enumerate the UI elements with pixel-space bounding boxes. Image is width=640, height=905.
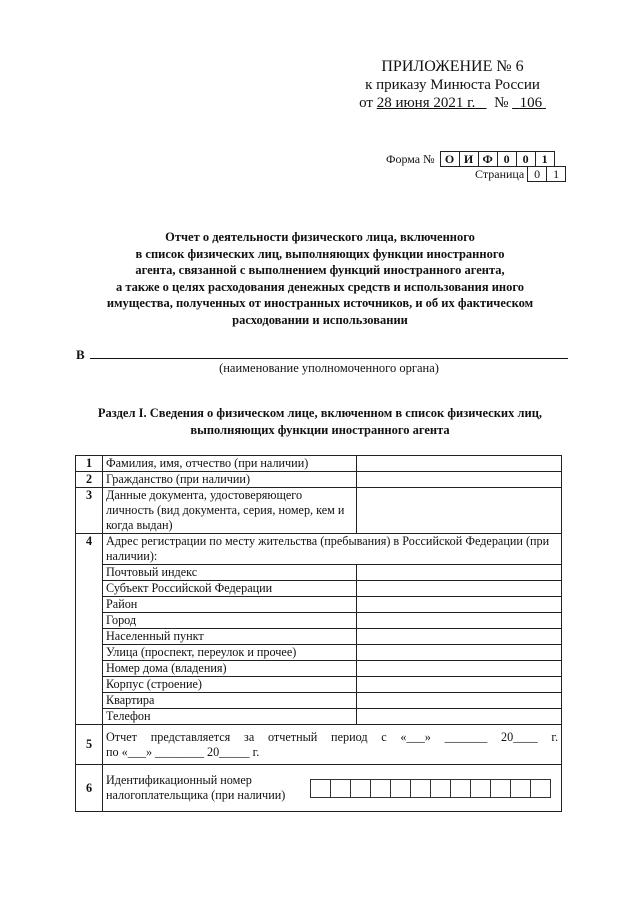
- inn-digit-cell[interactable]: [430, 780, 450, 797]
- inn-digit-cell[interactable]: [390, 780, 410, 797]
- address-row: Почтовый индекс: [76, 565, 562, 581]
- table-row: 5 Отчет представляется за отчетный период с «___» _______ 20____ г. по «___» ________ 20_____ г.: [76, 725, 562, 765]
- page-number-cell: 0: [527, 166, 547, 182]
- appendix-title: ПРИЛОЖЕНИЕ № 6: [381, 58, 524, 75]
- inn-row: [103, 765, 562, 812]
- citizenship-field[interactable]: [357, 472, 562, 488]
- address-row: Улица (проспект, переулок и прочее): [76, 645, 562, 661]
- appendix-heading: [340, 58, 565, 112]
- order-number: 106: [519, 95, 543, 111]
- table-row: 2 Гражданство (при наличии): [76, 472, 562, 488]
- inn-digit-cell[interactable]: [311, 780, 330, 797]
- address-row: Телефон: [76, 709, 562, 725]
- recipient-caption: (наименование уполномоченного органа): [219, 361, 439, 375]
- inn-cells[interactable]: [310, 779, 551, 798]
- apartment-field[interactable]: [357, 693, 562, 709]
- phone-field[interactable]: [357, 709, 562, 725]
- inn-digit-cell[interactable]: [530, 780, 550, 797]
- page-number: [475, 166, 566, 182]
- address-row: Номер дома (владения): [76, 661, 562, 677]
- form-code-cell: 0: [498, 151, 517, 167]
- street-field[interactable]: [357, 645, 562, 661]
- form-code-cell: 0: [517, 151, 536, 167]
- building-field[interactable]: [357, 677, 562, 693]
- inn-digit-cell[interactable]: [370, 780, 390, 797]
- city-field[interactable]: [357, 613, 562, 629]
- order-reference: к приказу Минюста России: [365, 77, 540, 93]
- identity-document-field[interactable]: [357, 488, 562, 534]
- table-row: 6 Идентификационный номер налогоплательщика (при наличии): [76, 765, 562, 812]
- form-code-cells: [440, 151, 555, 167]
- district-field[interactable]: [357, 597, 562, 613]
- period-from[interactable]: Отчет представляется за отчетный период с «___» _______ 20____ г.: [106, 729, 558, 744]
- section-1-heading: Раздел I. Сведения о физическом лице, включенном в список физических лиц, выполняющих функции иностранного агента: [97, 406, 543, 437]
- address-row: Субъект Российской Федерации: [76, 581, 562, 597]
- address-row: Квартира: [76, 693, 562, 709]
- form-code-cell: О: [440, 151, 460, 167]
- address-row: Населенный пункт: [76, 629, 562, 645]
- recipient-prefix: В: [76, 347, 85, 362]
- order-date-line: от 28 июня 2021 г. № 106: [340, 94, 565, 112]
- form-code: [386, 151, 555, 167]
- page-number-cells: [527, 166, 566, 182]
- inn-label: Идентификационный номер налогоплательщика (при наличии): [106, 773, 286, 802]
- page-label: Страница: [475, 166, 525, 181]
- postal-index-field[interactable]: [357, 565, 562, 581]
- inn-digit-cell[interactable]: [410, 780, 430, 797]
- page-number-cell: 1: [547, 166, 566, 182]
- table-row: 4 Адрес регистрации по месту жительства (пребывания) в Российской Федерации (при наличии):: [76, 534, 562, 565]
- inn-digit-cell[interactable]: [450, 780, 470, 797]
- inn-digit-cell[interactable]: [350, 780, 370, 797]
- settlement-field[interactable]: [357, 629, 562, 645]
- full-name-field[interactable]: [357, 456, 562, 472]
- address-row: Корпус (строение): [76, 677, 562, 693]
- address-heading: Адрес регистрации по месту жительства (пребывания) в Российской Федерации (при наличии):: [103, 534, 562, 565]
- house-number-field[interactable]: [357, 661, 562, 677]
- personal-info-table: [75, 455, 562, 812]
- address-row: Район: [76, 597, 562, 613]
- reporting-period[interactable]: [103, 725, 562, 765]
- form-code-cell: Ф: [479, 151, 498, 167]
- form-code-cell: 1: [536, 151, 555, 167]
- form-code-cell: И: [460, 151, 479, 167]
- order-date: 28 июня 2021 г.: [376, 95, 476, 111]
- inn-digit-cell[interactable]: [490, 780, 510, 797]
- inn-digit-cell[interactable]: [470, 780, 490, 797]
- inn-digit-cell[interactable]: [510, 780, 530, 797]
- recipient-field[interactable]: [90, 357, 568, 359]
- address-row: Город: [76, 613, 562, 629]
- document-title: Отчет о деятельности физического лица, включенного в список физических лиц, выполняющих функции иностранного агента, связанной с выполнением функций иностранного агента, а также о целях расходования денежных средств и использования иного имущества, полученных от иностранных источников, и об их фактическом расходовании и использовании: [106, 230, 534, 327]
- table-row: 1 Фамилия, имя, отчество (при наличии): [76, 456, 562, 472]
- inn-digit-cell[interactable]: [330, 780, 350, 797]
- table-row: 3 Данные документа, удостоверяющего личность (вид документа, серия, номер, кем и когда выдан): [76, 488, 562, 534]
- period-to[interactable]: по «___» ________ 20_____ г.: [106, 744, 260, 759]
- region-field[interactable]: [357, 581, 562, 597]
- form-label: Форма №: [386, 152, 435, 166]
